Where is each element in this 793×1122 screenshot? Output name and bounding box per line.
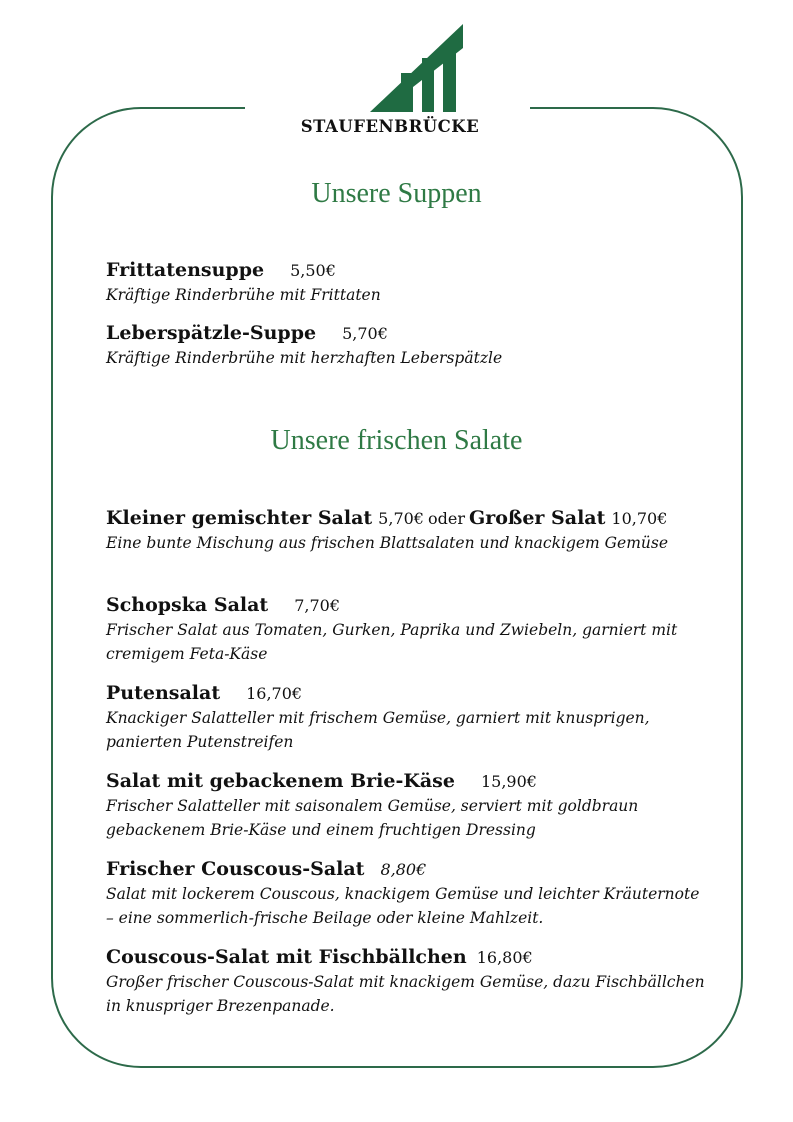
item-price: 7,70€	[294, 596, 340, 615]
item-description: Eine bunte Mischung aus frischen Blattsalaten und knackigem Gemüse	[106, 534, 669, 552]
item-name: Kleiner gemischter Salat	[106, 507, 373, 529]
item-description: Kräftige Rinderbrühe mit herzhaften Leberspätzle	[106, 349, 503, 367]
menu-item-putensalat	[106, 681, 706, 754]
item-price: 15,90€	[480, 772, 537, 791]
menu-item-brie-salat	[106, 769, 706, 842]
menu-item-couscous-fischbaellchen	[106, 945, 706, 1018]
menu-item-schopska-salat	[106, 593, 706, 666]
item-name-2: Großer Salat	[468, 507, 606, 529]
item-description: Salat mit lockerem Couscous, knackigem Gemüse und leichter Kräuternote – eine sommerlich-frische Beilage oder kleine Mahlzeit.	[106, 885, 700, 927]
brand-name: STAUFENBRÜCKE	[300, 117, 480, 136]
item-price: 5,70€	[342, 324, 388, 343]
item-price: 5,50€	[290, 261, 336, 280]
item-description: Kräftige Rinderbrühe mit Frittaten	[106, 286, 381, 304]
item-description: Großer frischer Couscous-Salat mit knackigem Gemüse, dazu Fischbällchen in knuspriger Brezenpanade.	[106, 973, 705, 1015]
item-price-2: 10,70€	[611, 509, 668, 528]
item-description: Frischer Salatteller mit saisonalem Gemüse, serviert mit goldbraun gebackenem Brie-Käse und einem fruchtigen Dressing	[106, 797, 639, 839]
bridge-logo-icon	[315, 18, 465, 113]
item-description: Knackiger Salatteller mit frischem Gemüse, garniert mit knusprigen, panierten Putenstreifen	[106, 709, 650, 751]
section-title-salads: Unsere frischen Salate	[270, 425, 523, 456]
item-name: Putensalat	[106, 682, 221, 704]
item-name: Salat mit gebackenem Brie-Käse	[106, 770, 455, 792]
item-price: 16,80€	[476, 948, 533, 967]
item-name: Schopska Salat	[106, 594, 269, 616]
menu-item-couscous-salat	[106, 857, 706, 930]
item-price: 5,70€	[378, 509, 424, 528]
menu-item-leberspaetzle-suppe	[106, 321, 706, 370]
item-price: 8,80€	[380, 860, 427, 879]
item-name: Frittatensuppe	[106, 259, 265, 281]
item-description: Frischer Salat aus Tomaten, Gurken, Paprika und Zwiebeln, garniert mit cremigem Feta-Käse	[106, 621, 678, 663]
item-price: 16,70€	[246, 684, 303, 703]
item-name: Couscous-Salat mit Fischbällchen	[106, 946, 467, 968]
menu-item-gemischter-salat	[106, 506, 706, 555]
brand-logo	[270, 18, 510, 143]
item-name: Leberspätzle-Suppe	[106, 322, 317, 344]
section-title-soups: Unsere Suppen	[311, 178, 482, 209]
menu-item-frittatensuppe	[106, 258, 706, 307]
item-connector: oder	[427, 509, 465, 528]
item-name: Frischer Couscous-Salat	[106, 858, 365, 880]
